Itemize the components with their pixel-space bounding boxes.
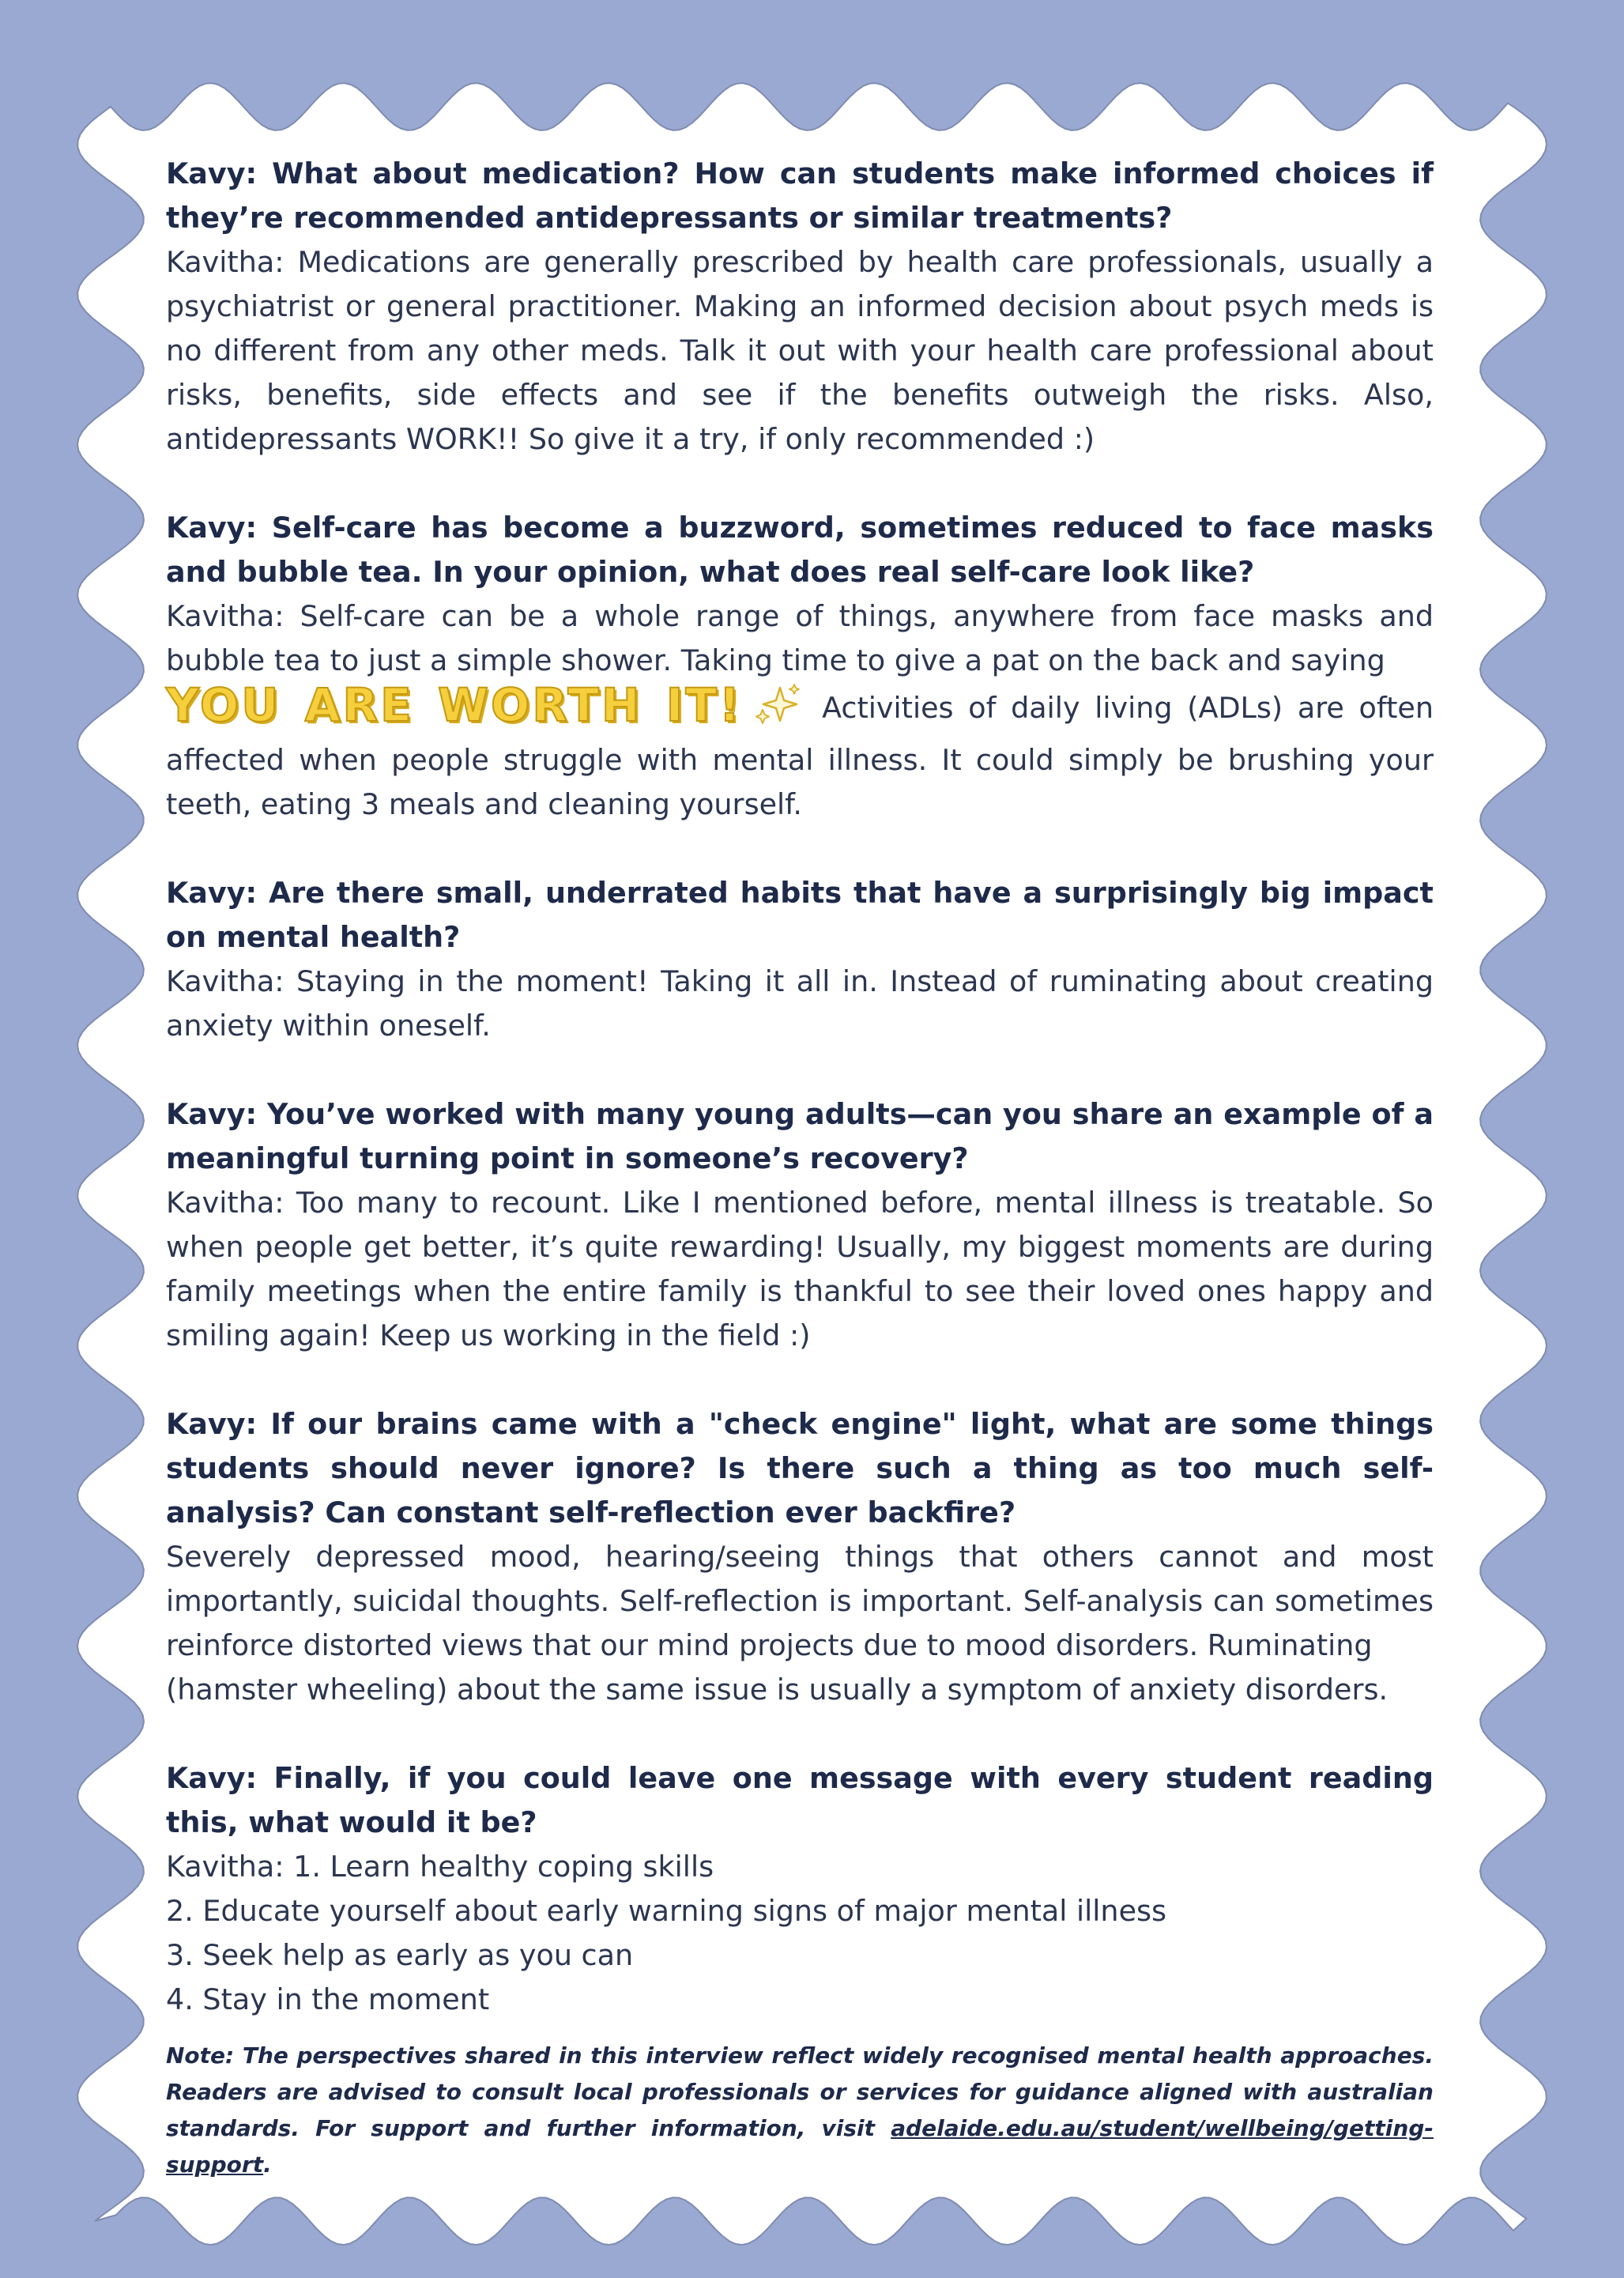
- note-end: .: [263, 2152, 272, 2178]
- answer-text-part: Kavitha: Self-care can be a whole range of things, anywhere from face masks and bubble tea to just a simple shower. Taking time to give a pat on the back and saying: [166, 599, 1434, 677]
- qa-small-habits: [166, 871, 1434, 1048]
- question-heading: Kavy: You’ve worked with many young adults—can you share an example of a meaningful turning point in someone’s recovery?: [166, 1097, 1434, 1175]
- answer-text: [166, 594, 1434, 827]
- question-heading: Kavy: Are there small, underrated habits that have a surprisingly big impact on mental health?: [166, 876, 1434, 954]
- qa-turning-point: [166, 1092, 1434, 1358]
- answer-text: Kavitha: Too many to recount. Like I mentioned before, mental illness is treatable. So when people get better, it’s quite rewarding! Usually, my biggest moments are during family meetings when the entire family is thankful to see their loved ones happy and smiling again! Keep us working in the field :): [166, 1186, 1434, 1352]
- support-link[interactable]: adelaide.edu.au/student/wellbeing/getting-support: [166, 2115, 1434, 2178]
- answer-text: Kavitha: Staying in the moment! Taking it all in. Instead of ruminating about creating anxiety within oneself.: [166, 964, 1434, 1043]
- disclaimer-note: [166, 2038, 1434, 2183]
- list-item: 3. Seek help as early as you can: [166, 1938, 634, 1972]
- answer-line: Severely depressed mood, hearing/seeing things that others cannot and most importantly, suicidal thoughts. Self-reflection is important. Self-analysis can sometimes reinforce distorted views that our mind projects due to mood disorders. Ruminating: [166, 1540, 1434, 1662]
- question-heading: Kavy: Self-care has become a buzzword, sometimes reduced to face masks and bubble tea. In your opinion, what does real self-care look like?: [166, 511, 1434, 589]
- list-item: 4. Stay in the moment: [166, 1982, 490, 2016]
- list-item: 2. Educate yourself about early warning signs of major mental illness: [166, 1894, 1167, 1928]
- qa-check-engine: [166, 1402, 1434, 1712]
- qa-self-care: [166, 506, 1434, 827]
- list-item: Kavitha: 1. Learn healthy coping skills: [166, 1850, 714, 1884]
- question-heading: Kavy: Finally, if you could leave one message with every student reading this, what would it be?: [166, 1761, 1434, 1839]
- answer-text: Kavitha: Medications are generally prescribed by health care professionals, usually a psychiatrist or general practitioner. Making an informed decision about psych meds is no different from any other meds. Talk it out with your health care professional about risks, benefits, side effects and see if the benefits outweigh the risks. Also, antidepressants WORK!! So give it a try, if only recommended :): [166, 245, 1434, 456]
- answer-text-part: Activities of daily living (ADLs) are often affected when people struggle with mental illness. It could simply be brushing your teeth, eating 3 meals and cleaning yourself.: [166, 691, 1434, 821]
- sparkles-icon: [753, 683, 802, 738]
- you-are-worth-it-highlight: YOU ARE WORTH IT!: [166, 678, 743, 732]
- question-heading: Kavy: What about medication? How can students make informed choices if they’re recommended antidepressants or similar treatments?: [166, 157, 1434, 235]
- answer-text: [166, 1535, 1434, 1712]
- interview-content: [166, 152, 1434, 2183]
- question-heading: Kavy: If our brains came with a "check engine" light, what are some things students should never ignore? Is there such a thing as too much self-analysis? Can constant self-reflection ever backfire?: [166, 1407, 1434, 1529]
- advice-list: [166, 1845, 1434, 2022]
- qa-medication: [166, 152, 1434, 462]
- answer-line: (hamster wheeling) about the same issue is usually a symptom of anxiety disorders.: [166, 1673, 1389, 1707]
- note-text: Note: The perspectives shared in this interview reflect widely recognised mental health approaches. Readers are advised to consult local professionals or services for guidance aligned with australian standards. For support and further information, visit: [166, 2042, 1434, 2141]
- qa-final-message: [166, 1756, 1434, 2022]
